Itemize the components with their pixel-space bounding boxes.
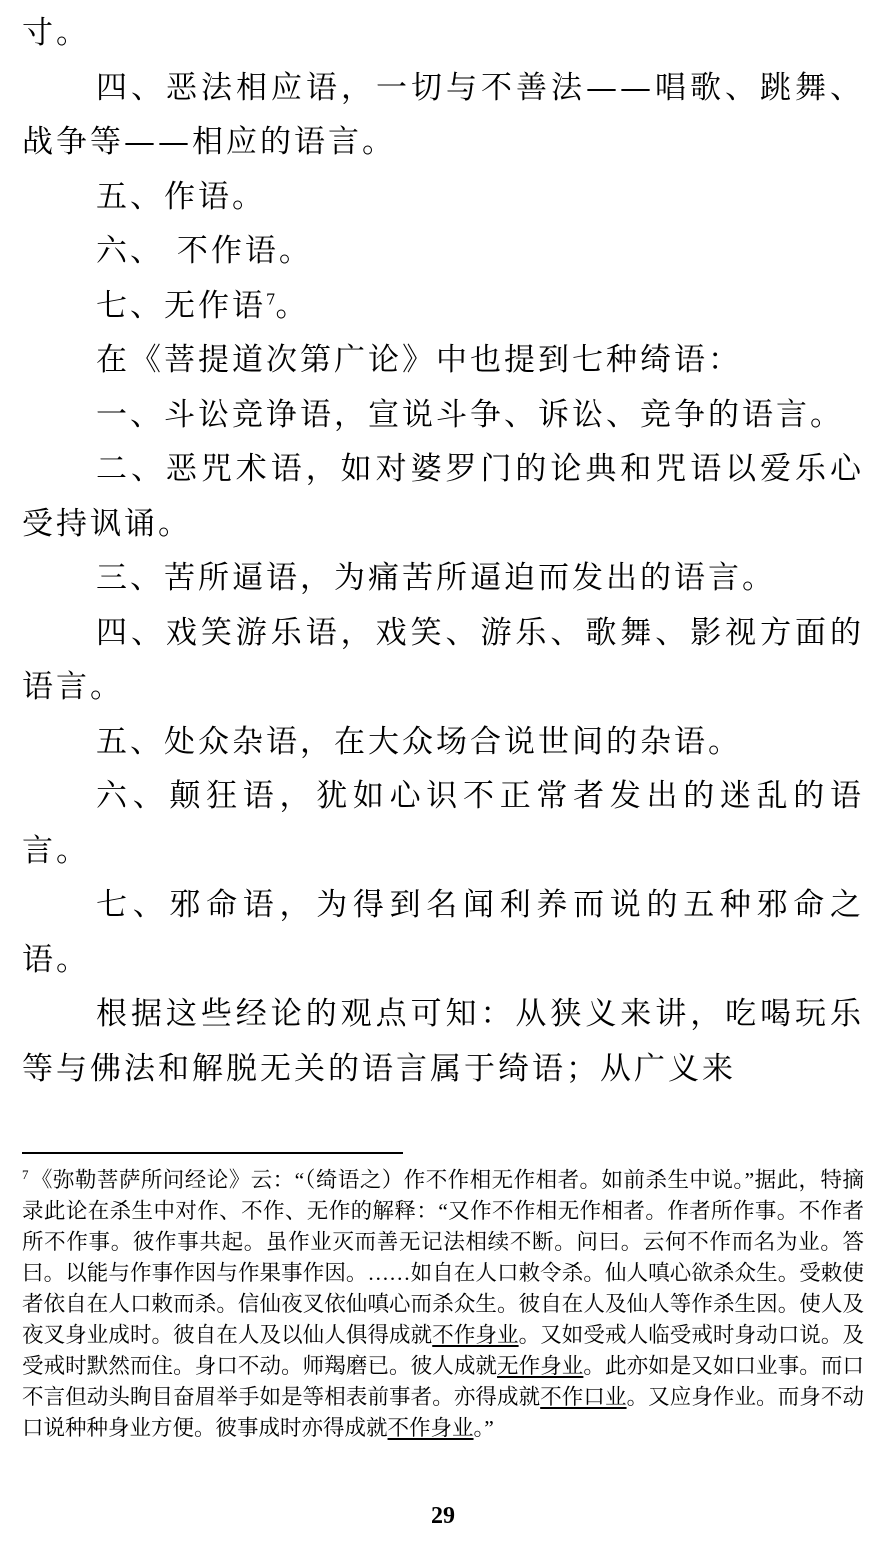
- footnote-mark: 7: [22, 1166, 29, 1182]
- paragraph: 三、苦所逼语，为痛苦所逼迫而发出的语言。: [96, 560, 776, 596]
- paragraph: [22, 279, 864, 334]
- footnote-reference[interactable]: 7: [266, 290, 276, 309]
- paragraph: 在《菩提道次第广论》中也提到七种绮语：: [96, 342, 742, 378]
- paragraph-text: 七、无作语: [96, 287, 266, 324]
- footnote: [22, 1165, 864, 1444]
- paragraph: 寸。: [22, 15, 90, 51]
- paragraph: 二、恶咒术语，如对婆罗门的论典和咒语以爱乐心受持讽诵。: [22, 451, 864, 542]
- paragraph: 七、邪命语，为得到名闻利养而说的五种邪命之语。: [22, 887, 864, 978]
- footnote-underlined-term: 不作口业: [540, 1385, 627, 1409]
- main-text: [22, 6, 864, 1096]
- footnote-underlined-term: 不作身业: [432, 1323, 519, 1347]
- paragraph: 六、 不作语。: [96, 233, 313, 269]
- paragraph: 一、斗讼竞诤语，宣说斗争、诉讼、竞争的语言。: [96, 396, 844, 433]
- footnote-underlined-term: 无作身业: [497, 1354, 584, 1378]
- paragraph: 六、颠狂语，犹如心识不正常者发出的迷乱的语言。: [22, 778, 864, 869]
- paragraph: 四、恶法相应语，一切与不善法——唱歌、跳舞、战争等——相应的语言。: [22, 69, 864, 160]
- paragraph: 根据这些经论的观点可知：从狭义来讲，吃喝玩乐等与佛法和解脱无关的语言属于绮语；从广义来: [22, 996, 864, 1087]
- footnote-underlined-term: 不作身业: [387, 1416, 474, 1440]
- footnote-text: 。又应身作业。而身不动口说种种身业方便。彼事成时亦得成就: [22, 1385, 864, 1440]
- footnote-divider: [22, 1152, 403, 1154]
- page-number: 29: [431, 1503, 455, 1529]
- paragraph: 五、作语。: [96, 178, 266, 215]
- paragraph: 四、戏笑游乐语，戏笑、游乐、歌舞、影视方面的语言。: [22, 614, 864, 705]
- paragraph: 五、处众杂语，在大众场合说世间的杂语。: [96, 723, 742, 760]
- footnote-text: 。此亦如是又如口业事。而口不言但动头眴目奋眉举手如是等相表前事者。亦得成就: [22, 1354, 864, 1409]
- paragraph-text: 。: [275, 287, 310, 324]
- footnote-text: 。又如受戒人临受戒时身动口说。及受戒时默然而住。身口不动。师羯磨已。彼人成就: [22, 1323, 864, 1378]
- footnote-text: 《弥勒菩萨所问经论》云：“（绮语之）作不作相无作相者。如前杀生中说。”据此，特摘录此论在杀生中对作、不作、无作的解释：“又作不作相无作相者。作者所作事。不作者所不作事。彼作事共起。虽作业灭而善无记法相续不断。问曰。云何不作而名为业。答曰。以能与作事作因与作果事作因。……如自在人口敕令杀。仙人嗔心欲杀众生。受敕使者依自在人口敕而杀。信仙夜叉依仙嗔心而杀众生。彼自在人及仙人等作杀生因。使人及夜叉身业成时。彼自在人及以仙人俱得成就: [22, 1168, 864, 1347]
- footnote-text: 。”: [473, 1416, 494, 1440]
